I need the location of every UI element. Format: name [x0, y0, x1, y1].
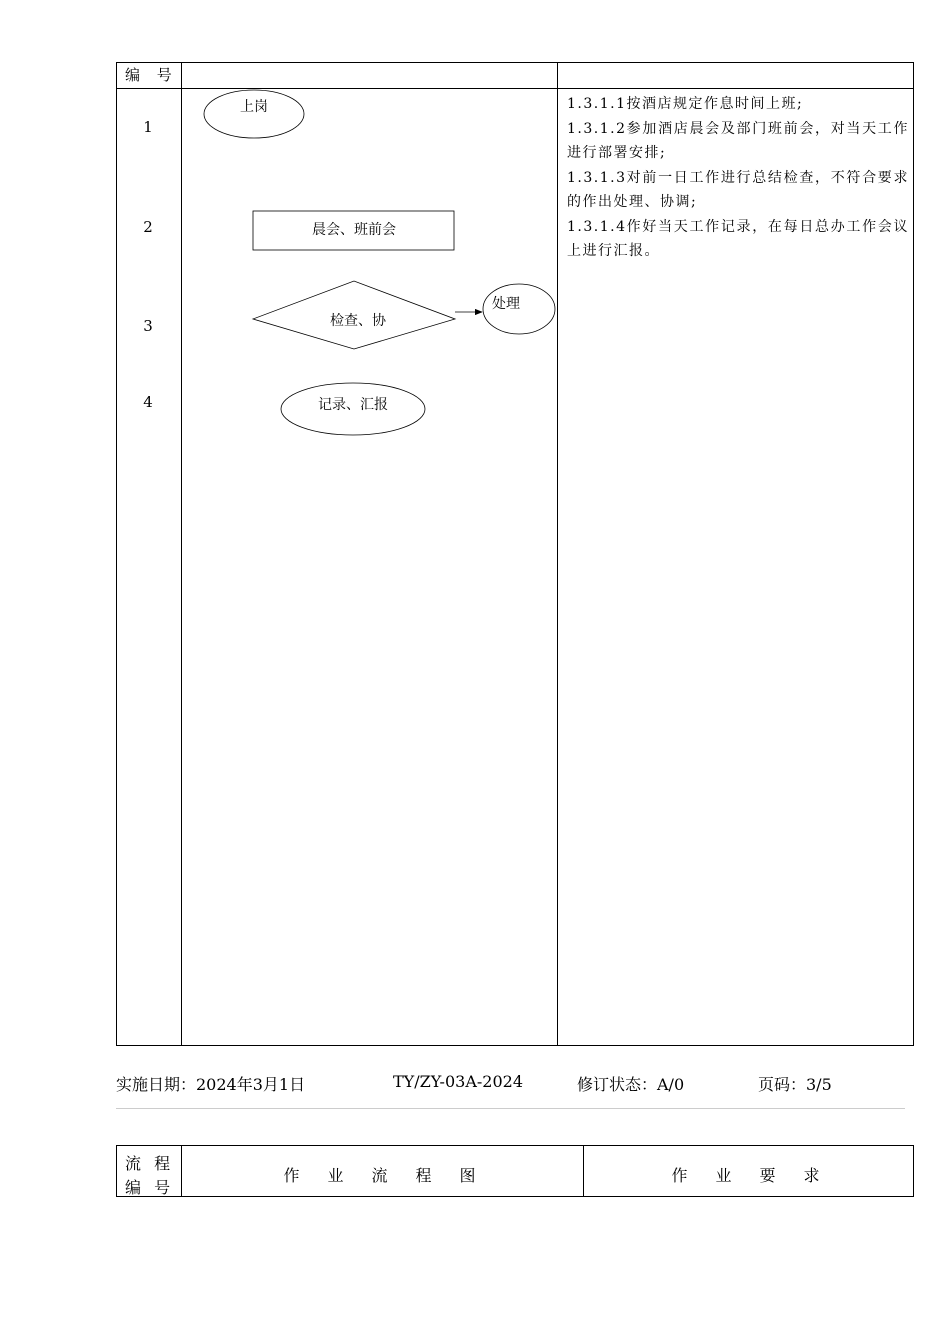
start-node	[204, 90, 304, 138]
meeting-node-label: 晨会、班前会	[312, 222, 396, 238]
footer-revision: 修订状态：A/0	[577, 1075, 685, 1094]
handle-node-label: 处理	[492, 296, 520, 312]
record-node	[281, 383, 425, 435]
bottom-header-flowchart: 作 业 流 程 图	[283, 1166, 482, 1185]
footer-page: 页码：3/5	[758, 1075, 832, 1094]
requirement-item: 1.3.1.3对前一日工作进行总结检查，不符合要求的作出处理、协调;	[567, 169, 909, 210]
meeting-node	[253, 211, 454, 250]
footer-date: 实施日期：2024年3月1日	[116, 1075, 306, 1094]
bottom-header-requirements: 作 业 要 求	[671, 1166, 826, 1185]
header-number-label: 编 号	[125, 66, 178, 84]
check-node	[253, 281, 455, 349]
check-node-label: 检查、协	[330, 313, 386, 329]
row-number-1: 1	[143, 118, 153, 136]
flowchart	[182, 89, 557, 449]
start-node-label: 上岗	[240, 99, 268, 115]
footer-divider	[116, 1108, 905, 1109]
requirement-item: 1.3.1.1按酒店规定作息时间上班;	[567, 96, 804, 112]
bottom-header-col1-line1: 流 程	[125, 1154, 175, 1173]
row-number-2: 2	[143, 218, 153, 236]
requirement-item: 1.3.1.4作好当天工作记录，在每日总办工作会议上进行汇报。	[567, 218, 909, 259]
requirements-list	[567, 92, 909, 264]
record-node-label: 记录、汇报	[318, 397, 388, 413]
handle-node	[483, 284, 555, 334]
requirement-item: 1.3.1.2参加酒店晨会及部门班前会，对当天工作进行部署安排;	[567, 120, 909, 161]
footer-doc-code: TY/ZY-03A-2024	[393, 1072, 523, 1091]
row-number-3: 3	[143, 317, 153, 335]
bottom-header-col1-line2: 编 号	[125, 1178, 175, 1197]
row-number-4: 4	[143, 393, 153, 411]
